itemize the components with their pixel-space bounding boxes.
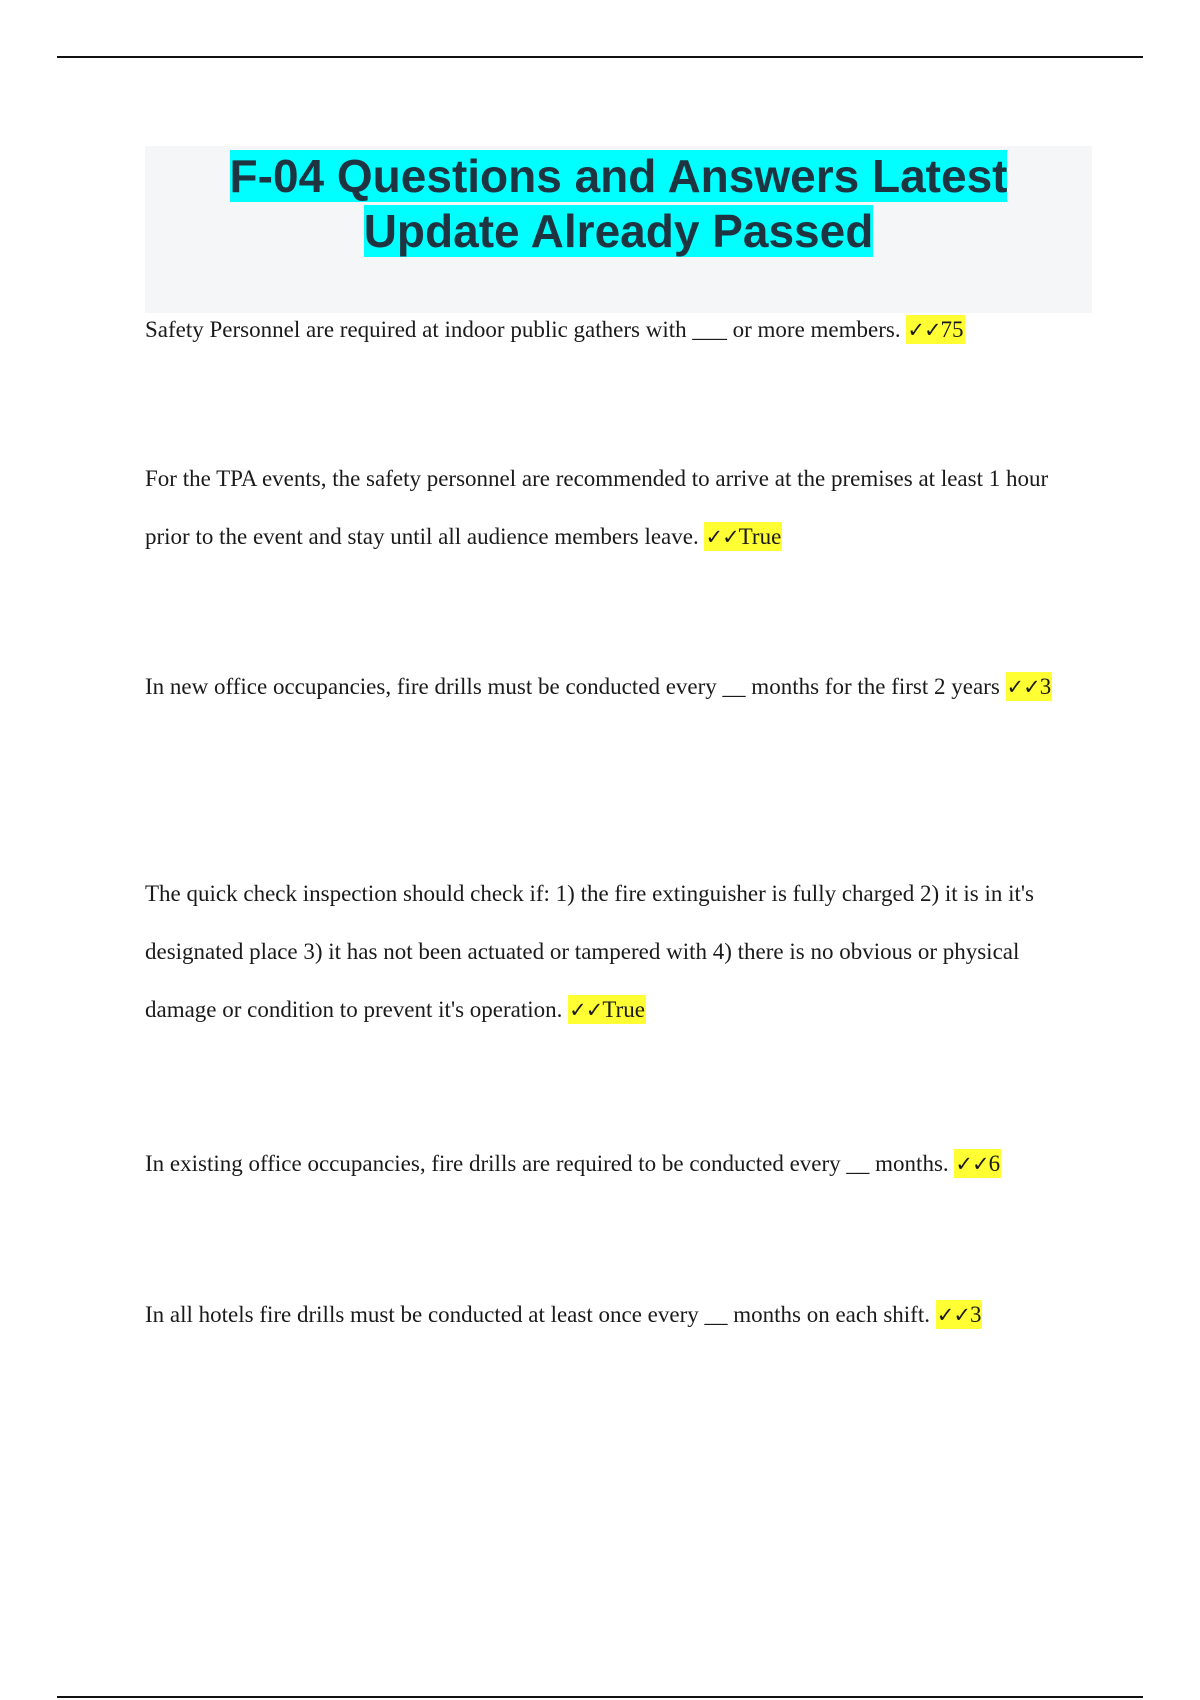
answer-highlight: [936, 1300, 983, 1329]
document-title: [145, 146, 1092, 259]
question-text: For the TPA events, the safety personnel are recommended to arrive at the premises at least 1 hour prior to the event and stay until all audience members leave.: [145, 466, 1049, 549]
title-line-2: Update Already Passed: [363, 205, 874, 257]
question-text: Safety Personnel are required at indoor public gathers with ___ or more members.: [145, 317, 907, 342]
double-check-icon: ✓✓: [705, 525, 739, 549]
question-text: In all hotels fire drills must be conducted at least once every __ months on each shift.: [145, 1302, 936, 1327]
double-check-icon: ✓✓: [1006, 675, 1040, 699]
question-text: In existing office occupancies, fire drills are required to be conducted every __ months.: [145, 1151, 955, 1176]
answer-highlight: [906, 315, 964, 344]
answer-highlight: [954, 1149, 1001, 1178]
answer-text: 75: [940, 317, 964, 342]
qa-item-6: [145, 1286, 1095, 1344]
question-text: In new office occupancies, fire drills must be conducted every __ months for the first 2 years: [145, 674, 1006, 699]
double-check-icon: ✓✓: [569, 998, 603, 1022]
answer-text: 6: [988, 1151, 1001, 1176]
answer-text: 3: [969, 1302, 982, 1327]
qa-item-5: [145, 1135, 1095, 1193]
answer-highlight: [568, 995, 646, 1024]
double-check-icon: ✓✓: [955, 1152, 989, 1176]
double-check-icon: ✓✓: [907, 318, 941, 342]
answer-text: 3: [1039, 674, 1052, 699]
title-block: [145, 146, 1092, 313]
qa-item-1: [145, 301, 1095, 359]
answer-text: True: [738, 524, 782, 549]
top-rule: [57, 56, 1143, 58]
double-check-icon: ✓✓: [936, 1303, 970, 1327]
bottom-rule: [57, 1696, 1143, 1698]
answer-highlight: [1006, 672, 1053, 701]
qa-item-4: [145, 865, 1095, 1039]
answer-highlight: [704, 522, 782, 551]
qa-item-3: [145, 658, 1095, 716]
qa-item-2: [145, 450, 1095, 566]
answer-text: True: [602, 997, 645, 1022]
title-line-1: F-04 Questions and Answers Latest: [229, 150, 1008, 202]
question-text: The quick check inspection should check if: 1) the fire extinguisher is fully charged 2) it is in it's designated place 3) it has not been actuated or tampered with 4) there is no obvious or physical damage or condition to prevent it's operation.: [145, 881, 1034, 1022]
